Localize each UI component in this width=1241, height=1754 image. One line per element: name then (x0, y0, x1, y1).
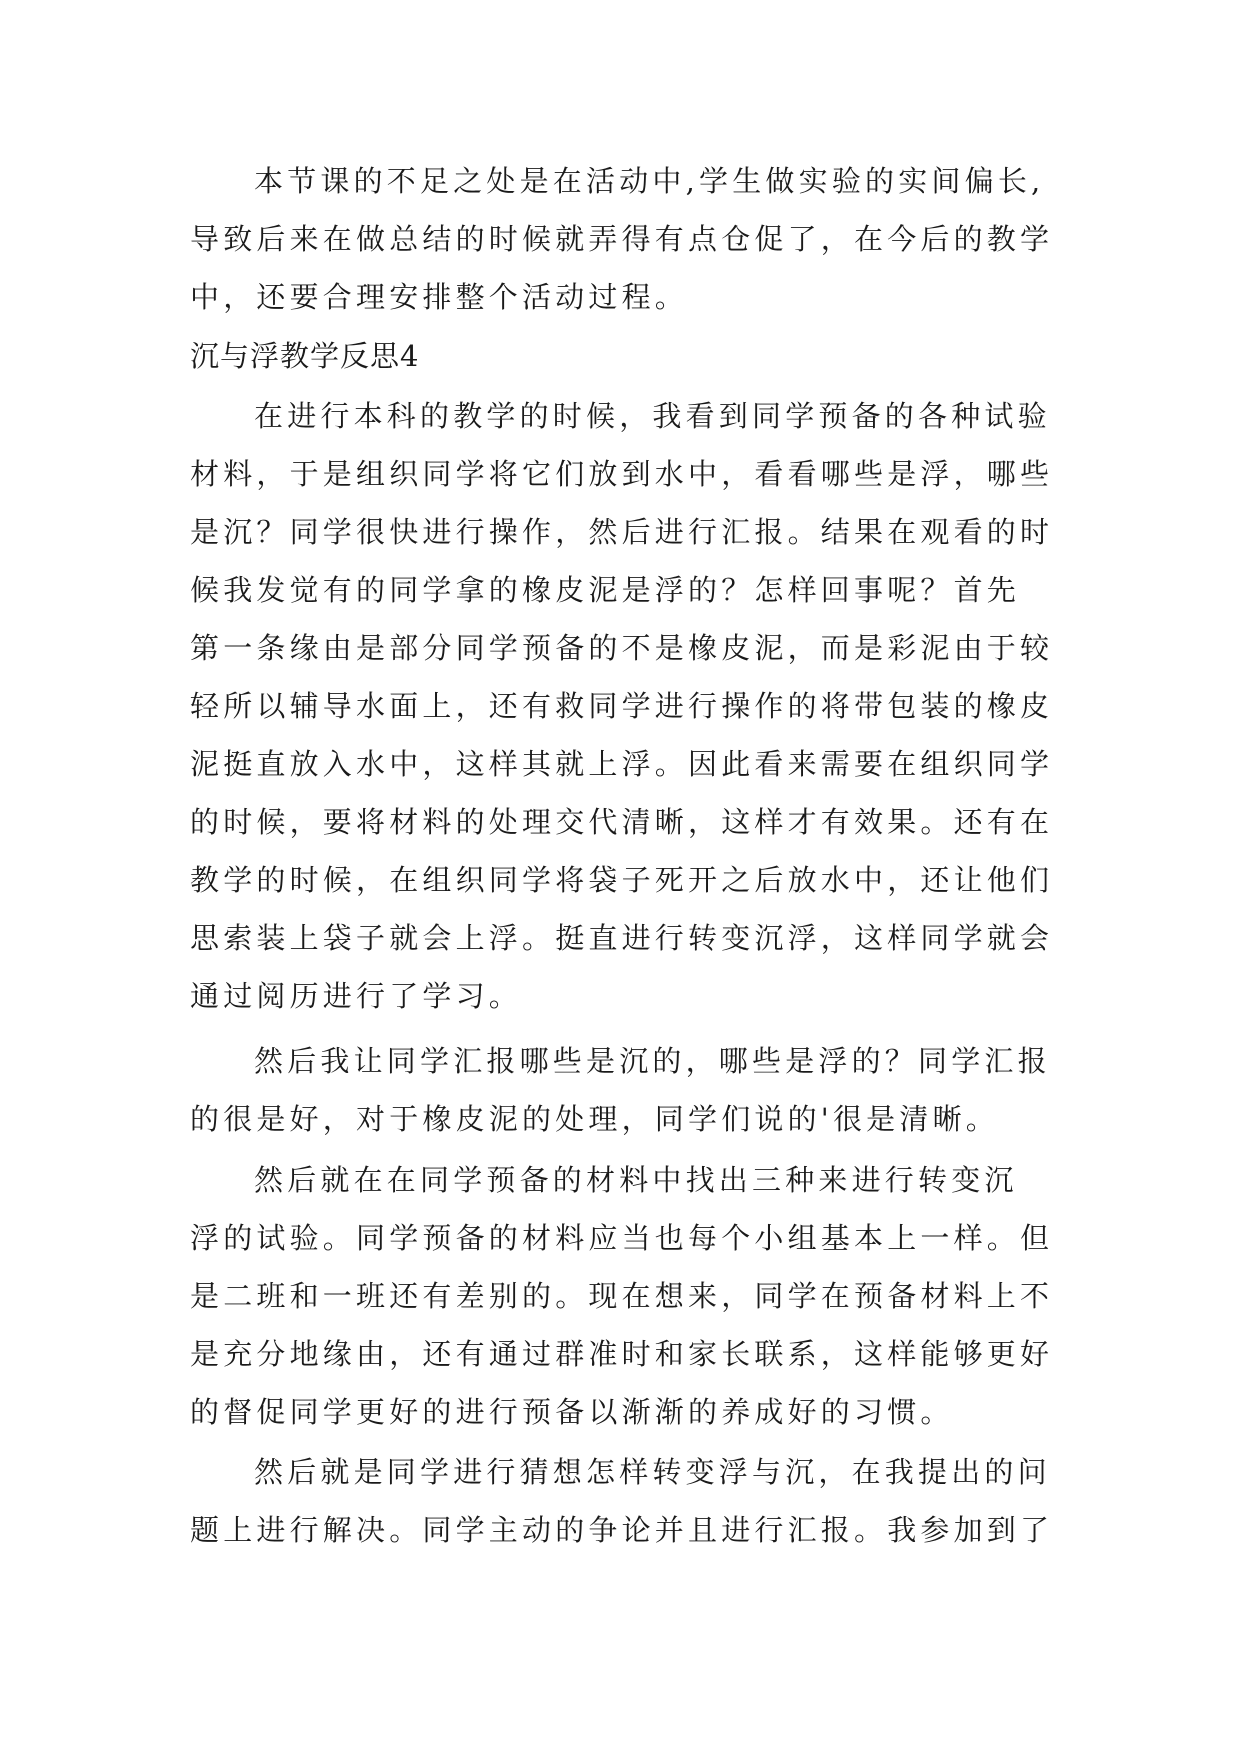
paragraph-line: 题上进行解决。同学主动的争论并且进行汇报。我参加到了 (190, 1513, 1054, 1547)
paragraph-line: 本节课的不足之处是在活动中,学生做实验的实间偏长, (254, 164, 1045, 198)
paragraph-line: 是沉？同学很快进行操作，然后进行汇报。结果在观看的时 (190, 515, 1054, 549)
paragraph-line: 浮的试验。同学预备的材料应当也每个小组基本上一样。但 (190, 1221, 1054, 1255)
paragraph-4 (190, 1151, 1070, 1441)
paragraph-1 (190, 152, 1070, 326)
paragraph-line: 的督促同学更好的进行预备以渐渐的养成好的习惯。 (190, 1395, 954, 1429)
section-heading (190, 327, 1070, 385)
paragraph-line: 第一条缘由是部分同学预备的不是橡皮泥，而是彩泥由于较 (190, 631, 1054, 665)
paragraph-line: 是充分地缘由，还有通过群准时和家长联系，这样能够更好 (190, 1337, 1054, 1371)
paragraph-line: 通过阅历进行了学习。 (190, 979, 523, 1013)
paragraph-line: 轻所以辅导水面上，还有救同学进行操作的将带包装的橡皮 (190, 689, 1054, 723)
paragraph-line: 的时候，要将材料的处理交代清晰，这样才有效果。还有在 (190, 805, 1054, 839)
heading-text: 沉与浮教学反思4 (190, 339, 420, 373)
paragraph-5 (190, 1443, 1070, 1559)
paragraph-line: 导致后来在做总结的时候就弄得有点仓促了，在今后的教学 (190, 222, 1054, 256)
paragraph-line: 材料，于是组织同学将它们放到水中，看看哪些是浮，哪些 (190, 457, 1054, 491)
paragraph-line: 是二班和一班还有差别的。现在想来，同学在预备材料上不 (190, 1279, 1054, 1313)
paragraph-line: 在进行本科的教学的时候，我看到同学预备的各种试验 (254, 399, 1051, 433)
paragraph-line: 候我发觉有的同学拿的橡皮泥是浮的？怎样回事呢？首先 (190, 573, 1021, 607)
paragraph-line: 然后我让同学汇报哪些是沉的，哪些是浮的？同学汇报 (254, 1044, 1051, 1078)
paragraph-line: 的很是好，对于橡皮泥的处理，同学们说的'很是清晰。 (190, 1102, 999, 1136)
paragraph-2 (190, 387, 1070, 1025)
paragraph-line: 中，还要合理安排整个活动过程。 (190, 280, 689, 314)
paragraph-line: 然后就是同学进行猜想怎样转变浮与沉，在我提出的问 (254, 1455, 1051, 1489)
paragraph-line: 思索装上袋子就会上浮。挺直进行转变沉浮，这样同学就会 (190, 921, 1054, 955)
paragraph-line: 教学的时候，在组织同学将袋子死开之后放水中，还让他们 (190, 863, 1054, 897)
paragraph-line: 泥挺直放入水中，这样其就上浮。因此看来需要在组织同学 (190, 747, 1054, 781)
paragraph-3 (190, 1032, 1070, 1148)
paragraph-line: 然后就在在同学预备的材料中找出三种来进行转变沉 (254, 1163, 1018, 1197)
